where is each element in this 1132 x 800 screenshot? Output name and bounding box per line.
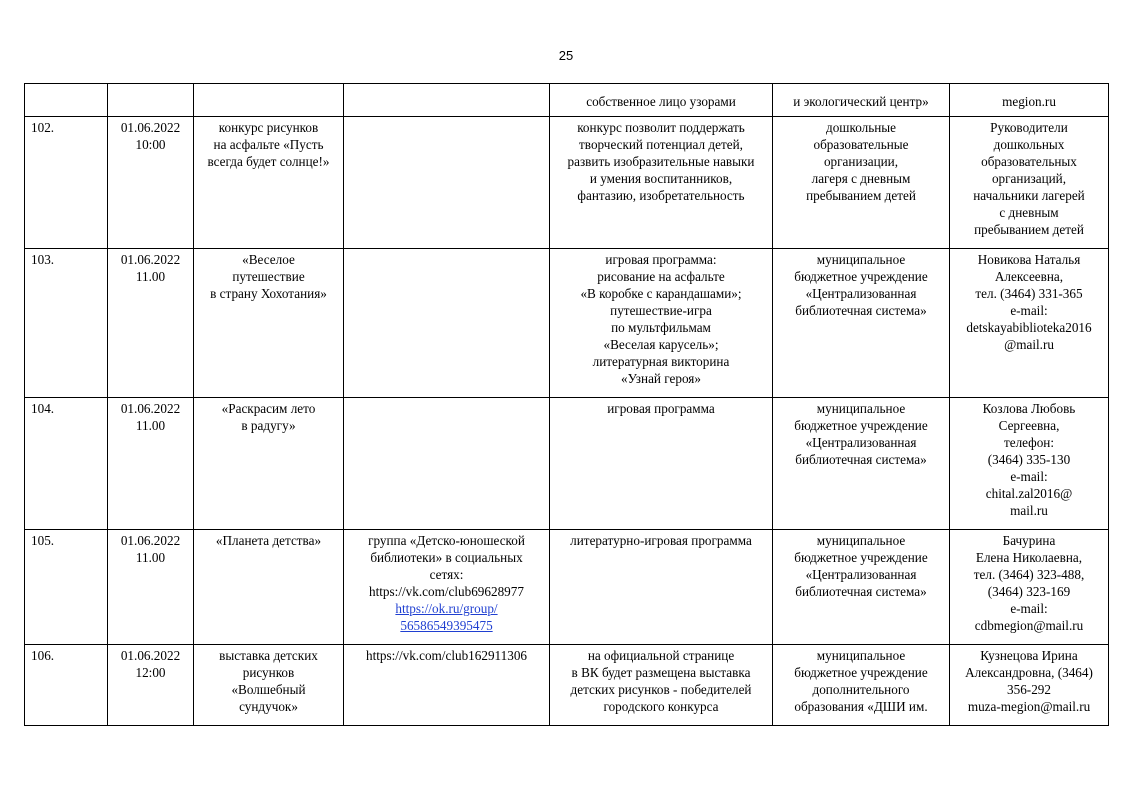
- cell-number: [25, 84, 108, 117]
- cell-contact: Козлова Любовь Сергеевна, телефон: (3464) 335-130 e-mail: chital.zal2016@ mail.ru: [950, 398, 1109, 530]
- cell-description: на официальной странице в ВК будет размещена выставка детских рисунков - победителей городского конкурса: [550, 645, 773, 726]
- cell-contact: Новикова Наталья Алексеевна, тел. (3464) 331-365 e-mail: detskayabiblioteka2016 @mail.ru: [950, 249, 1109, 398]
- table-row: [25, 117, 1109, 249]
- cell-number: 104.: [25, 398, 108, 530]
- cell-place: [344, 249, 550, 398]
- cell-event-name: «Планета детства»: [194, 530, 344, 645]
- cell-place: https://vk.com/club162911306: [344, 645, 550, 726]
- cell-place: [344, 398, 550, 530]
- cell-place: [344, 530, 550, 645]
- cell-date: 01.06.2022 11.00: [108, 398, 194, 530]
- cell-event-name: конкурс рисунков на асфальте «Пусть всегда будет солнце!»: [194, 117, 344, 249]
- cell-organizer: дошкольные образовательные организации, лагеря с дневным пребыванием детей: [773, 117, 950, 249]
- cell-contact: Бачурина Елена Николаевна, тел. (3464) 323-488, (3464) 323-169 e-mail: cdbmegion@mail.ru: [950, 530, 1109, 645]
- cell-date: 01.06.2022 11.00: [108, 530, 194, 645]
- cell-description: конкурс позволит поддержать творческий потенциал детей, развить изобразительные навыки и умения воспитанников, фантазию, изобретательность: [550, 117, 773, 249]
- cell-event-name: [194, 84, 344, 117]
- ok-group-link[interactable]: https://ok.ru/group/ 56586549395475: [395, 601, 498, 633]
- cell-number: 105.: [25, 530, 108, 645]
- cell-date: 01.06.2022 12:00: [108, 645, 194, 726]
- cell-description: игровая программа: [550, 398, 773, 530]
- cell-organizer: муниципальное бюджетное учреждение «Централизованная библиотечная система»: [773, 249, 950, 398]
- cell-organizer: муниципальное бюджетное учреждение дополнительного образования «ДШИ им.: [773, 645, 950, 726]
- cell-place: [344, 117, 550, 249]
- cell-organizer: муниципальное бюджетное учреждение «Централизованная библиотечная система»: [773, 530, 950, 645]
- cell-description: литературно-игровая программа: [550, 530, 773, 645]
- cell-organizer: муниципальное бюджетное учреждение «Централизованная библиотечная система»: [773, 398, 950, 530]
- cell-number: 106.: [25, 645, 108, 726]
- cell-date: 01.06.2022 10:00: [108, 117, 194, 249]
- cell-contact: megion.ru: [950, 84, 1109, 117]
- cell-event-name: выставка детских рисунков «Волшебный сундучок»: [194, 645, 344, 726]
- page-number: 25: [558, 48, 574, 63]
- cell-number: 102.: [25, 117, 108, 249]
- table-row: [25, 84, 1109, 117]
- cell-date: [108, 84, 194, 117]
- place-text: группа «Детско-юношеской библиотеки» в социальных сетях: https://vk.com/club69628977: [368, 533, 525, 599]
- cell-date: 01.06.2022 11.00: [108, 249, 194, 398]
- cell-place: [344, 84, 550, 117]
- cell-description: игровая программа: рисование на асфальте «В коробке с карандашами»; путешествие-игра по мультфильмам «Веселая карусель»; литературная викторина «Узнай героя»: [550, 249, 773, 398]
- cell-event-name: «Раскрасим лето в радугу»: [194, 398, 344, 530]
- table-row: [25, 645, 1109, 726]
- cell-contact: Кузнецова Ирина Александровна, (3464) 356-292 muza-megion@mail.ru: [950, 645, 1109, 726]
- cell-description: собственное лицо узорами: [550, 84, 773, 117]
- events-table: [24, 83, 1109, 726]
- table-row: [25, 249, 1109, 398]
- cell-number: 103.: [25, 249, 108, 398]
- table-row: [25, 398, 1109, 530]
- cell-contact: Руководители дошкольных образовательных организаций, начальники лагерей с дневным пребыванием детей: [950, 117, 1109, 249]
- cell-organizer: и экологический центр»: [773, 84, 950, 117]
- table-row: [25, 530, 1109, 645]
- cell-event-name: «Веселое путешествие в страну Хохотания»: [194, 249, 344, 398]
